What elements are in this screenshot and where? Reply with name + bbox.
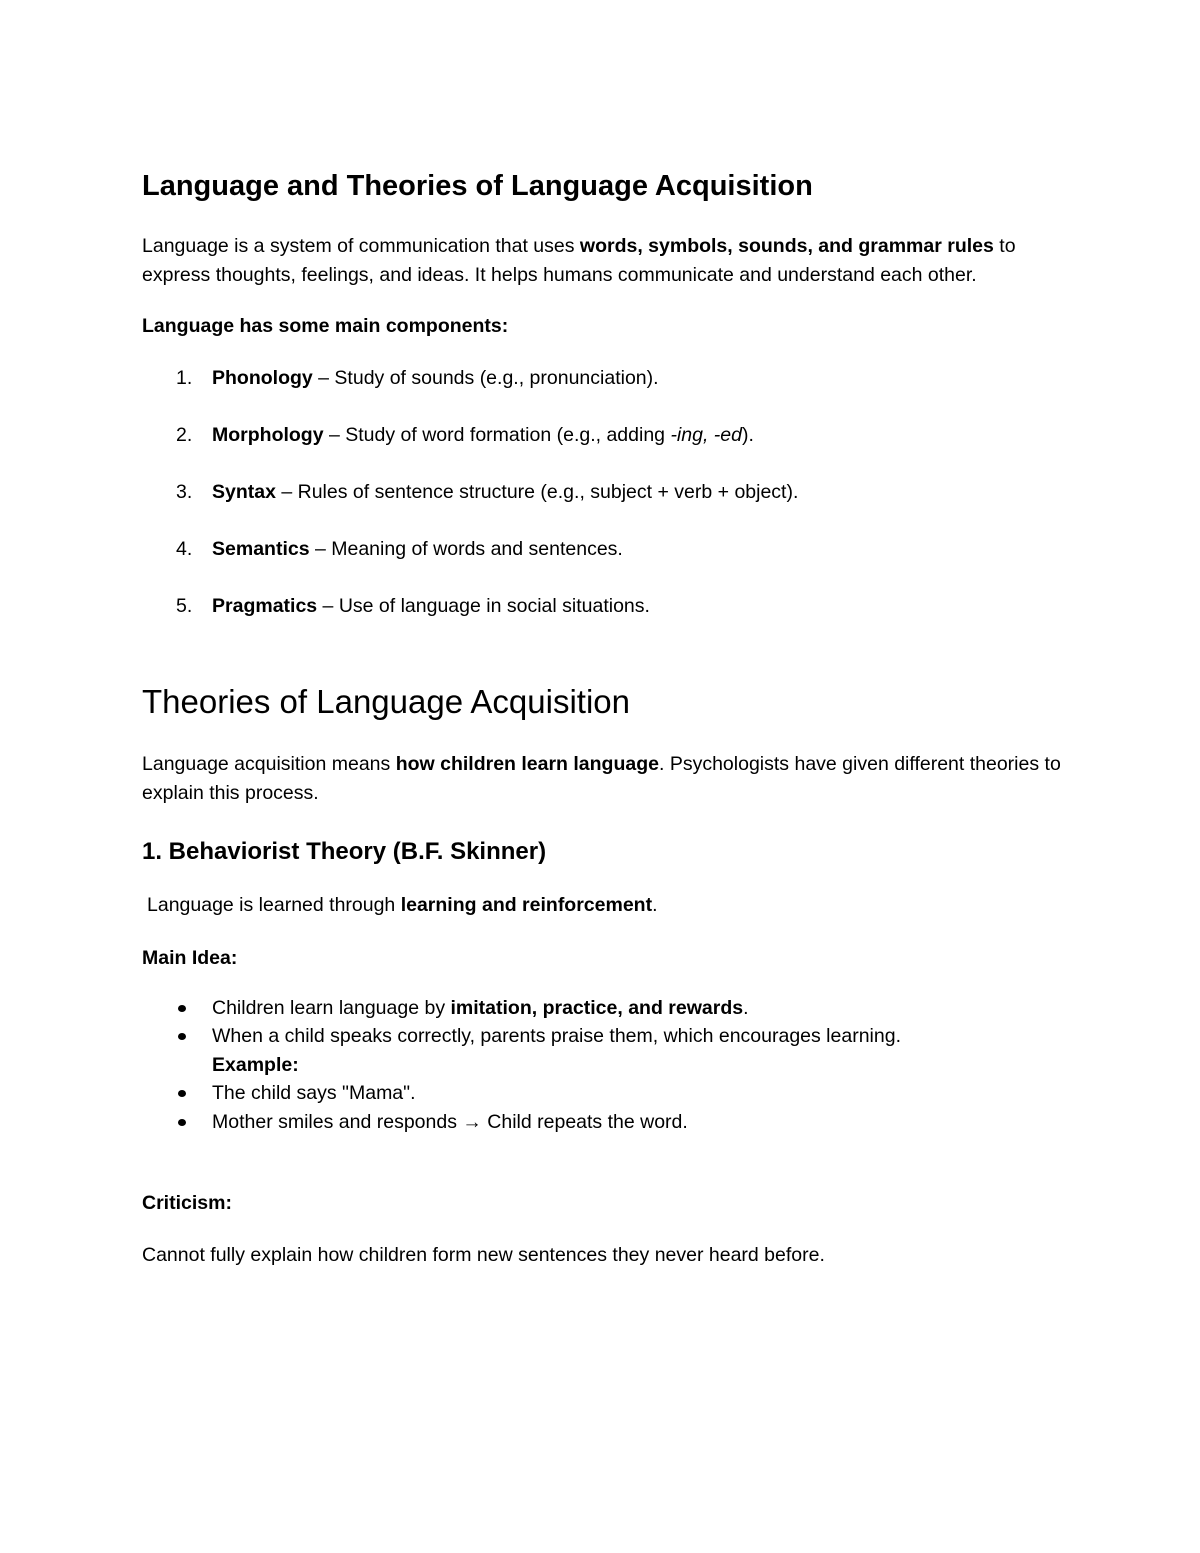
list-number: 1. (176, 367, 193, 389)
acq-text-2: . Psychologists have given different theories to explain this process. (142, 753, 1061, 804)
list-item (142, 592, 1062, 620)
bullet-icon (178, 1090, 186, 1097)
component-desc-end: ). (741, 424, 754, 446)
component-desc: – Use of language in social situations. (317, 595, 650, 617)
document-page (142, 166, 1062, 1270)
list-number: 4. (176, 538, 193, 560)
list-item (142, 364, 1062, 392)
bullet-icon (178, 1033, 186, 1040)
component-term: Semantics (212, 538, 310, 560)
list-item (142, 421, 1062, 449)
acq-bold: how children learn language (395, 753, 659, 775)
list-item (142, 994, 1062, 1023)
list-item (142, 535, 1062, 563)
document-title: Language and Theories of Language Acquisition (142, 170, 813, 202)
intro-bold: words, symbols, sounds, and grammar rules (579, 235, 994, 257)
list-number: 5. (176, 595, 193, 617)
idea-text: When a child speaks correctly, parents praise them, which encourages learning. (212, 1025, 901, 1047)
intro-text-2: to express thoughts, feelings, and ideas. It helps humans communicate and understand each other. (142, 235, 1016, 286)
idea-text: Mother smiles and responds → Child repeats the word. (212, 1110, 688, 1133)
acq-text-1: Language acquisition means (142, 753, 396, 775)
bullet-icon (178, 1119, 186, 1126)
main-idea-label: Main Idea: (142, 946, 238, 969)
list-item (142, 1022, 1062, 1079)
theory-text-2: . (652, 894, 658, 916)
criticism-text: Cannot fully explain how children form new sentences they never heard before. (142, 1244, 825, 1266)
theory-summary (142, 891, 1062, 920)
list-number: 2. (176, 424, 193, 446)
list-item (142, 478, 1062, 506)
list-number: 3. (176, 481, 193, 503)
acquisition-intro (142, 750, 1062, 807)
component-term: Syntax (212, 481, 276, 503)
component-italic: -ing, -ed (670, 424, 742, 446)
main-idea-list (142, 994, 1062, 1137)
bullet-icon (178, 1005, 186, 1012)
component-desc: – Study of sounds (e.g., pronunciation). (312, 367, 659, 389)
example-label: Example: (212, 1053, 299, 1076)
component-term: Phonology (212, 367, 313, 389)
idea-text-end: . (743, 996, 749, 1019)
list-item (142, 1108, 1062, 1137)
idea-bold: imitation, practice, and rewards (450, 996, 744, 1019)
theory-text-1: Language is learned through (147, 894, 401, 916)
theory-title: 1. Behaviorist Theory (B.F. Skinner) (142, 838, 547, 865)
component-term: Pragmatics (212, 595, 318, 617)
list-item (142, 1079, 1062, 1108)
idea-text: The child says "Mama". (212, 1082, 416, 1104)
component-desc: – Study of word formation (e.g., adding (323, 424, 671, 446)
idea-text: Children learn language by (212, 996, 451, 1019)
component-term: Morphology (212, 424, 324, 446)
section-title: Theories of Language Acquisition (142, 683, 631, 720)
components-list (142, 364, 1062, 620)
component-desc: – Rules of sentence structure (e.g., subject + verb + object). (275, 481, 799, 503)
theory-bold: learning and reinforcement (400, 894, 653, 916)
intro-text-1: Language is a system of communication that uses (142, 235, 580, 257)
intro-paragraph (142, 232, 1062, 289)
components-label: Language has some main components: (142, 315, 509, 337)
criticism-label: Criticism: (142, 1192, 232, 1214)
component-desc: – Meaning of words and sentences. (309, 538, 623, 560)
